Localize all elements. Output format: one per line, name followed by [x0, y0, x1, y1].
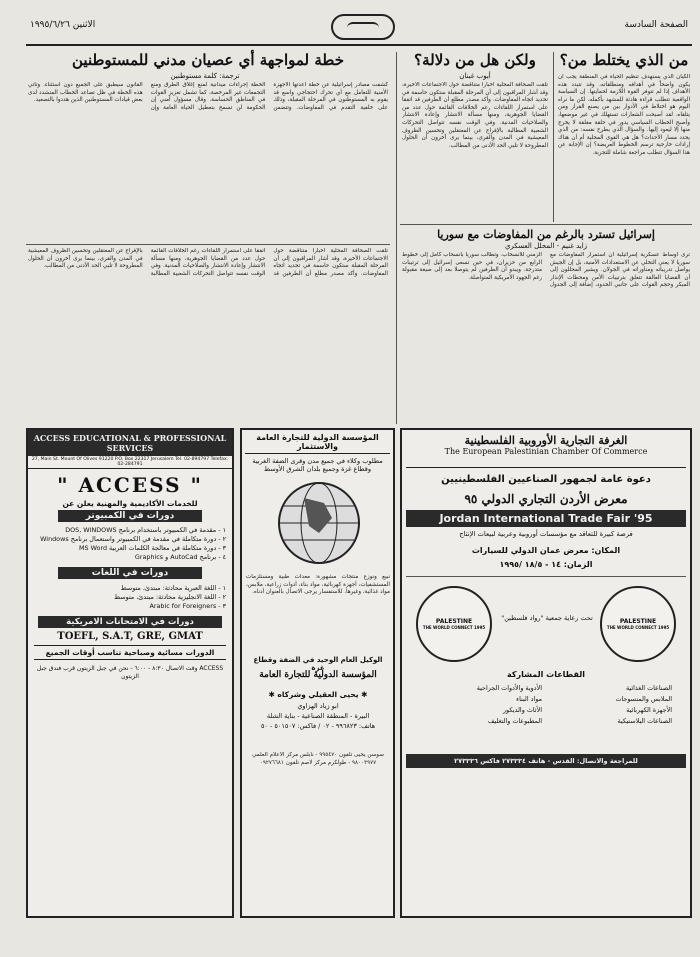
fair-sponsor: تحت رعاية جمعية "رواد فلسطين"	[501, 614, 593, 622]
course-item: ١ - اللغة العبرية محادثة: مبتدئ، متوسط	[120, 584, 226, 592]
col1-headline: من الذي يختلط من؟	[559, 51, 689, 69]
trade-company-ad	[240, 428, 395, 918]
col2-body: تلقت الصحافة المحلية أخباراً متناقضة حول الاجتماعات الأخيرة، وقد أشار المراقبون إلى أن المرحلة المقبلة ستكون حاسمة في تحديد اتجاه المفاوضات. وأكد مصدر مطلع أن الطرفين قد اتفقا على استمرار اللقاءات رغم الخلافات القائمة حول عدد من القضايا الجوهرية، ومنها مسألة الانتشار وإعادة الانتشار والصلاحيات المدنية. وفي الوقت نفسه تتواصل التحركات الشعبية المطالبة بالإفراج عن المعتقلين وتحسين الظروف المعيشية في المدن والقرى، بينما يرى آخرون أن الحلول المطروحة لا تلبي الحد الأدنى من المطالب.	[402, 82, 548, 149]
col4-byline: زايد غنيم - المحلل العسكري	[504, 242, 588, 250]
access-brand: " ACCESS "	[57, 473, 203, 497]
col4-body: ترى أوساط عسكرية إسرائيلية أن استمرار المفاوضات مع سوريا لا يعني التخلي عن الاستعدادات الأمنية، بل إن الجيش يواصل تدريباته ومناوراته في الجولان. ويشير المحللون إلى أن القضايا العالقة تتعلق بترتيبات الأمن ومحطات الإنذار المبكر وحجم القوات على جانبي الحدود، إضافة إلى الجدول الزمني للانسحاب. وتطالب سوريا بانسحاب كامل إلى خطوط الرابع من حزيران، في حين تسعى إسرائيل إلى ترتيبات متدرجة. ويبدو أن الطرفين لم يتوصلا بعد إلى صيغة مقبولة رغم الجهود الأمريكية المتواصلة.	[402, 252, 690, 289]
course-item: ٢ - اللغة الانجليزية محادثة: مبتدئ، متوسط	[114, 593, 226, 601]
ad-center-contacts	[246, 690, 390, 730]
issue-date: الاثنين ١٩٩٥/٦/٢٦	[30, 20, 96, 30]
chamber-banner	[406, 434, 686, 468]
contact-line: هاتف: ٩٩٦٨٢٣ - ٠٢ / فاكس: ٥٠١٥٠٧ - ٥٠	[260, 722, 376, 730]
ad-center-title: المؤسسة الدولية للتجارة العامة والاستثمار	[245, 433, 390, 454]
fair-name-en: Jordan International Trade Fair '95	[406, 510, 686, 527]
page-header	[26, 12, 692, 46]
newspaper-logo	[331, 14, 395, 40]
palestine-logo-right	[600, 586, 676, 662]
sections-title: القطاعات المشاركة	[507, 670, 585, 679]
col2-byline: أيوب غبنان	[459, 72, 491, 80]
ad-center-subtitle: مطلوب وكلاء في جميع مدن وقرى الضفة الغربية وقطاع غزة وجميع بلدان الشرق الأوسط	[252, 457, 383, 473]
course-item: ٢ - دورة متكاملة في مقدمة في الكمبيوتر واستعمال برنامج Windows	[40, 535, 226, 543]
section-item: الأدوية والأدوات الجراحية	[476, 684, 542, 692]
contact-line: البيرة - المنطقة الصناعية - بناية الشلة	[266, 712, 370, 720]
course-exams-title: دورات في الامتحانات الامريكية	[38, 616, 222, 628]
col3-body: كشفت مصادر إسرائيلية عن خطة أعدتها الأجهزة الأمنية للتعامل مع أي تحرك احتجاجي واسع قد يقوم به المستوطنون في المرحلة المقبلة، وذلك على خلفية التقدم في المفاوضات. وتتضمن الخطة إجراءات ميدانية لمنع إغلاق الطرق ومنع التجمعات غير المرخصة، كما تشمل تعزيز القوات في المناطق الحساسة. وقال مسؤول أمني إن الحكومة لن تسمح بتعطيل الحياة العامة وإن القانون سيطبق على الجميع دون استثناء. وتأتي هذه الخطة في ظل تصاعد الخطاب المتشدد لدى بعض قيادات المستوطنين الذين هددوا بالتصعيد.	[28, 82, 388, 111]
course-schedule: الدورات مسائية وصباحية تناسب أوقات الجميع	[34, 645, 226, 660]
trade-fair-ad	[400, 428, 692, 918]
access-address: 27, Main St. Mount Of Olives 91220 P.O. Box 22317 Jerusalem Tel. 02-894797 Telefax. 02-284791	[28, 456, 232, 469]
contact-line: ابو زياد الهزاوي	[297, 702, 339, 710]
section-item: مواد البناء	[516, 695, 542, 703]
logo-subtext: THE WORLD CONNECT 1995	[606, 625, 670, 630]
ad-divider	[406, 576, 686, 577]
access-footer: ACCESS وقت الاتصال ٨:٣٠ - ٦:٠٠ - نحن في جبل الزيتون قرب فندق جبل الزيتون	[36, 665, 224, 680]
chamber-name-ar: الغرفة التجارية الأوروبية الفلسطينية	[464, 434, 628, 447]
section-item: الصناعات البلاستيكية	[617, 717, 672, 725]
course-computer-list	[28, 524, 232, 564]
ad-center-company: المؤسسة الدولية للتجارة العامة	[259, 670, 377, 680]
section-item: الصناعات الغذائية	[625, 684, 672, 692]
course-item: ٣ - دورة متكاملة في معالجة الكلمات العربية MS Word	[78, 544, 226, 552]
globe-logo	[274, 478, 364, 568]
ad-right-footer: للمراجعة والاتصال: القدس - هاتف ٢٧٣٣٣٤ فاكس ٢٧٣٣٣٦	[406, 754, 686, 768]
logo-text: PALESTINE	[619, 618, 657, 625]
access-banner: ACCESS EDUCATIONAL & PROFESSIONAL SERVICES	[28, 430, 232, 456]
course-item: ٣ - Arabic for Foreigners	[149, 602, 226, 610]
ad-center-footer: سوسن يحيى تلفون ٩٩٥٤٧٠ - نابلس مركز الاعلام العلمي ٩٨٠٠٣٩٧٧ - طولكرم مركز لاصم تلفون ٠٩٢٧٦٦٨١	[252, 752, 384, 766]
access-tagline: للخدمات الأكاديمية والمهنية يعلن عن	[62, 499, 198, 508]
fair-desc: فرصة كبيرة للتعاقد مع مؤسسات أوروبية وعربية لبيعات الإنتاج	[459, 530, 633, 538]
sections-list	[422, 684, 672, 726]
column-divider	[396, 52, 397, 424]
column-divider	[553, 52, 554, 222]
course-languages-title: دورات في اللغات	[58, 567, 202, 579]
course-exams-list: TOEFL, S.A.T, GRE, GMAT	[57, 631, 203, 642]
col3-body-continued: تلقت الصحافة المحلية أخباراً متناقضة حول الاجتماعات الأخيرة، وقد أشار المراقبون إلى أن المرحلة المقبلة ستكون حاسمة في تحديد اتجاه المفاوضات. وأكد مصدر مطلع أن الطرفين قد اتفقا على استمرار اللقاءات رغم الخلافات القائمة حول عدد من القضايا الجوهرية، ومنها مسألة الانتشار وإعادة الانتشار والصلاحيات المدنية. وفي الوقت نفسه تتواصل التحركات الشعبية المطالبة بالإفراج عن المعتقلين وتحسين الظروف المعيشية في المدن والقرى، بينما يرى آخرون أن الحلول المطروحة لا تلبي الحد الأدنى من المطالب.	[28, 248, 388, 277]
col3-byline: ترجمة: كلمة مستوطنين	[170, 72, 240, 80]
col1-body: الكيان الذي يستهدف تنظيم الحياة في المنطقة يجب أن يكون واضحاً في أهدافه ومنطلقاته، وقد تتبدد هذه الأهداف إذا لم تتوفر القوة اللازمة لحمايتها. إن السياسة الواقعية تتطلب قراءة هادئة للمشهد بأكمله، لكن ما نراه اليوم هو اختلاط في الأدوار بين من يصنع القرار ومن يتلقاه. لقد أصبحت الشعارات تستهلك في غير موضعها، وأصبح الخطاب السياسي يدور في حلقة مغلقة لا يخرج منها إلا ليعود إليها. والسؤال الذي يطرح نفسه: من الذي يحدد مسار الأحداث؟ هل هي القوى المحلية أم أن هناك إرادات خارجية ترسم الخطوط العريضة؟ إن الإجابة عن هذا السؤال تتطلب مراجعة شاملة للتجربة.	[558, 74, 690, 156]
palestine-logo-left	[416, 586, 492, 662]
fair-name-ar: معرض الأردن التجاري الدولي ٩٥	[464, 492, 628, 506]
contact-line: ✱ يحيى العقيلي وشركاه ✱	[268, 690, 368, 699]
fair-invite: دعوة عامة لجمهور الصناعيين الفلسطينيين	[441, 474, 651, 485]
section-item: المطبوعات والتغليف	[487, 717, 542, 725]
section-item: الأثاث والديكور	[502, 706, 542, 714]
page-number: الصفحة السادسة	[624, 20, 688, 30]
course-item: ٤ - برنامج AutoCad و Graphics	[134, 553, 226, 561]
logo-subtext: THE WORLD CONNECT 1995	[422, 625, 486, 630]
fair-venue: المكان: معرض عمان الدولي للسيارات	[471, 546, 621, 555]
ad-center-body: نبيع ونوزع منتجات مشهورة: معدات طبية ومستلزمات المستشفيات، أجهزة كهربائية، مواد بناء، أدوات زراعية، ملابس، مواد غذائية، وغيرها. للاستفسار يرجى الاتصال بالعنوان أدناه.	[246, 574, 390, 596]
fair-dates: الزمان: ١٤ - ١٨/٥ /١٩٩٥	[499, 560, 593, 569]
course-item: ١ - مقدمة في الكمبيوتر باستخدام برنامج DOS, WINDOWS	[65, 526, 226, 534]
section-item: الأجهزة الكهربائية	[626, 706, 672, 714]
section-rule	[400, 224, 692, 225]
col4-headline: إسرائيل تسترد بالرغم من المفاوضات مع سوريا	[437, 228, 655, 241]
access-education-ad	[26, 428, 234, 918]
col3-headline: خطة لمواجهة أي عصيان مدني للمستوطنين	[72, 51, 344, 69]
course-computer-title: دورات في الكمبيوتر	[58, 510, 202, 522]
ad-center-agent-title: الوكيل العام الوحيد في الضفة وقطاع غزة	[253, 656, 383, 672]
chamber-name-en: The European Palestinian Chamber Of Commerce	[444, 447, 648, 456]
course-languages-list	[28, 582, 232, 613]
section-rule	[26, 244, 390, 245]
section-item: الملابس والمنسوجات	[615, 695, 672, 703]
col2-headline: ولكن هل من دلالة؟	[414, 51, 536, 69]
logo-text: PALESTINE	[435, 618, 473, 625]
